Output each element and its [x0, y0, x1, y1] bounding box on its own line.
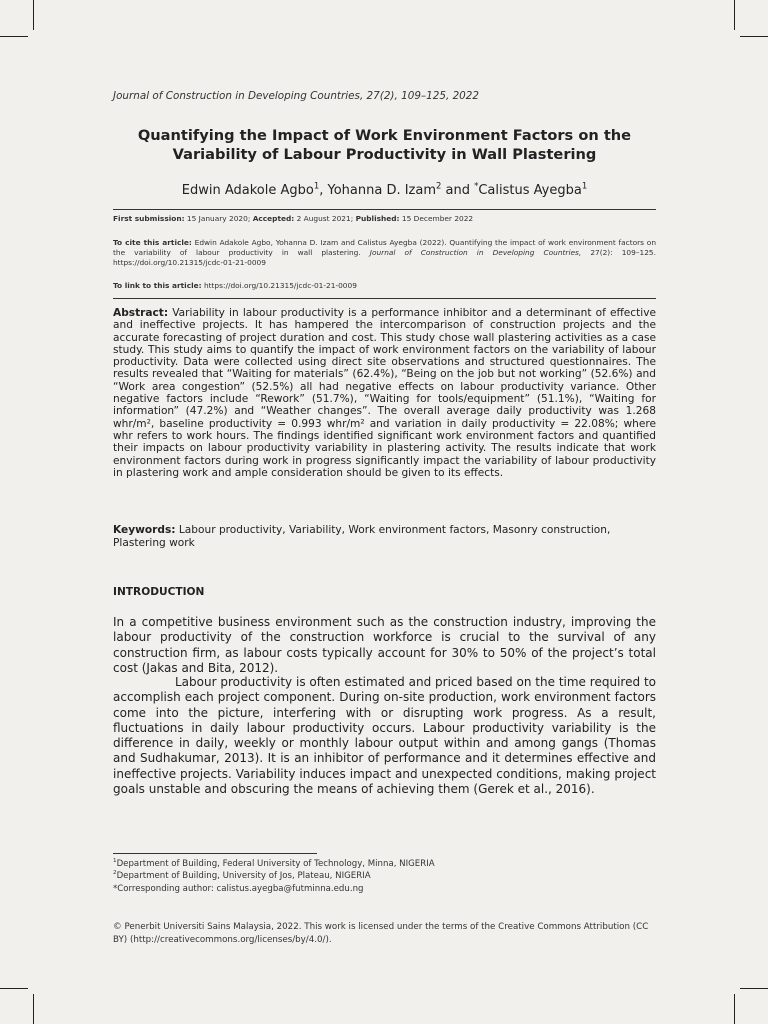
accepted-label: Accepted: [252, 214, 295, 223]
abstract-label: Abstract: [113, 307, 169, 319]
author-1-affiliation: 1 [313, 180, 320, 191]
crop-mark-top-right [734, 0, 735, 30]
abstract-text: Variability in labour productivity is a performance inhibitor and a determinant of effective and ineffective projects. It has hampered the intercomparison of construction projects and the accurate forecasting of project duration and cost. This study chose wall plastering activities as a case study. This study aims to quantify the impact of work environment factors on the variability of labour productivity. Data were collected using direct site observations and structured questionnaires. The results revealed that “Waiting for materials” (62.4%), “Being on the job but not working” (52.6%) and “Work area congestion” (52.5%) all had negative effects on labour productivity variance. Other negative factors include “Rework” (51.7%), “Waiting for tools/equipment” (51.1%), “Waiting for information” (47.2%) and “Weather changes”. The overall average daily productivity was 1.268 whr/m², baseline productivity = 0.993 whr/m² and variation in daily productivity = 22.08%; where whr refers to work hours. The findings identified significant work environment factors and quantified their impacts on labour productivity variability in plastering activity. The results indicate that work environment factors during work in progress significantly impact the variability of labour productivity in plastering work and ample consideration should be given to its effects. [113, 307, 657, 479]
header-divider [113, 209, 656, 210]
crop-mark-left-bottom [0, 988, 28, 989]
crop-mark-left-top [0, 36, 28, 37]
footnote-1 [113, 858, 656, 870]
abstract [113, 307, 656, 479]
journal-citation-header: Journal of Construction in Developing Countries, 27(2), 109–125, 2022 [113, 90, 480, 102]
first-submission-label: First submission: [113, 214, 185, 223]
author-1: Edwin Adakole Agbo [181, 183, 314, 198]
citation-block [113, 238, 656, 269]
crop-mark-bottom-right [734, 994, 735, 1024]
footnote-divider [113, 853, 317, 854]
published-date: 15 December 2022 [401, 214, 474, 223]
title-line-2: Variability of Labour Productivity in Wall Plastering [172, 146, 597, 163]
link-label: To link to this article: [113, 281, 202, 290]
title-line-1: Quantifying the Impact of Work Environment Factors on the [137, 127, 632, 144]
footnote-2 [113, 870, 656, 882]
cite-journal: Journal of Construction in Developing Countries, [369, 248, 582, 258]
author-3: Calistus Ayegba [478, 183, 582, 198]
introduction-heading: INTRODUCTION [113, 586, 205, 598]
author-2: Yohanna D. Izam [327, 183, 437, 198]
keywords-label: Keywords: [113, 524, 176, 536]
footnotes [113, 858, 656, 895]
author-list: Edwin Adakole Agbo$^1$, Yohanna D. Izam$^2$ and *Calistus Ayegba$^1$ [181, 180, 588, 198]
keywords-text: Labour productivity, Variability, Work environment factors, Masonry construction, Plastering work [113, 524, 611, 549]
crop-mark-right-top [740, 36, 768, 37]
article-link-block [113, 281, 656, 291]
cite-label: To cite this article: [113, 238, 192, 247]
cite-tail: 27(2): 109–125. https://doi.org/10.21315/jcdc-01-21-0009 [113, 248, 656, 268]
license-notice: © Penerbit Universiti Sains Malaysia, 2022. This work is licensed under the terms of the Creative Commons Attribution (CC BY) (http://creativecommons.org/licenses/by/4.0/). [113, 922, 649, 945]
author-2-affiliation: 2 [436, 180, 442, 191]
crop-mark-bottom-left [33, 994, 34, 1024]
first-submission-date: 15 January 2020; [186, 214, 251, 223]
corresponding-marker: * [474, 180, 479, 191]
article-doi-link[interactable]: https://doi.org/10.21315/jcdc-01-21-0009 [203, 281, 357, 290]
author-conjunction: and [445, 183, 470, 198]
submission-dates [113, 214, 656, 224]
cite-text: Edwin Adakole Agbo, Yohanna D. Izam and Calistus Ayegba (2022). Quantifying the impact of work environment factors on the variability of labour productivity in wall plastering. [113, 238, 656, 258]
intro-paragraph-1: In a competitive business environment such as the construction industry, improving the labour productivity of the construction workforce is crucial to the survival of any construction firm, as labour costs typically account for 30% to 50% of the project’s total cost (Jakas and Bita, 2012). [113, 615, 656, 675]
intro-paragraph-2: Labour productivity is often estimated and priced based on the time required to accomplish each project component. During on-site production, work environment factors come into the picture, interfering with or disrupting work progress. As a result, fluctuations in daily labour productivity occurs. Labour productivity variability is the difference in daily, weekly or monthly labour output within and among gangs (Thomas and Sudhakumar, 2013). It is an inhibitor of performance and it determines effective and ineffective projects. Variability induces impact and unexpected conditions, making project goals unstable and obscuring the means of achieving them (Gerek et al., 2016). [113, 675, 656, 797]
footnote-2-marker: 2 [113, 870, 117, 877]
footnote-corresponding: *Corresponding author: calistus.ayegba@futminna.edu.ng [113, 883, 364, 894]
footnote-1-text: Department of Building, Federal University of Technology, Minna, NIGERIA [116, 859, 435, 869]
crop-mark-top-left [33, 0, 34, 30]
accepted-date: 2 August 2021; [296, 214, 354, 223]
keywords [113, 524, 656, 550]
paper-title [113, 126, 656, 164]
footnote-2-text: Department of Building, University of Jos, Plateau, NIGERIA [116, 871, 371, 882]
abstract-divider [113, 298, 656, 299]
author-3-affiliation: 1 [581, 180, 588, 191]
published-label: Published: [355, 214, 400, 223]
crop-mark-right-bottom [740, 988, 768, 989]
footnote-1-marker: 1 [113, 858, 117, 865]
